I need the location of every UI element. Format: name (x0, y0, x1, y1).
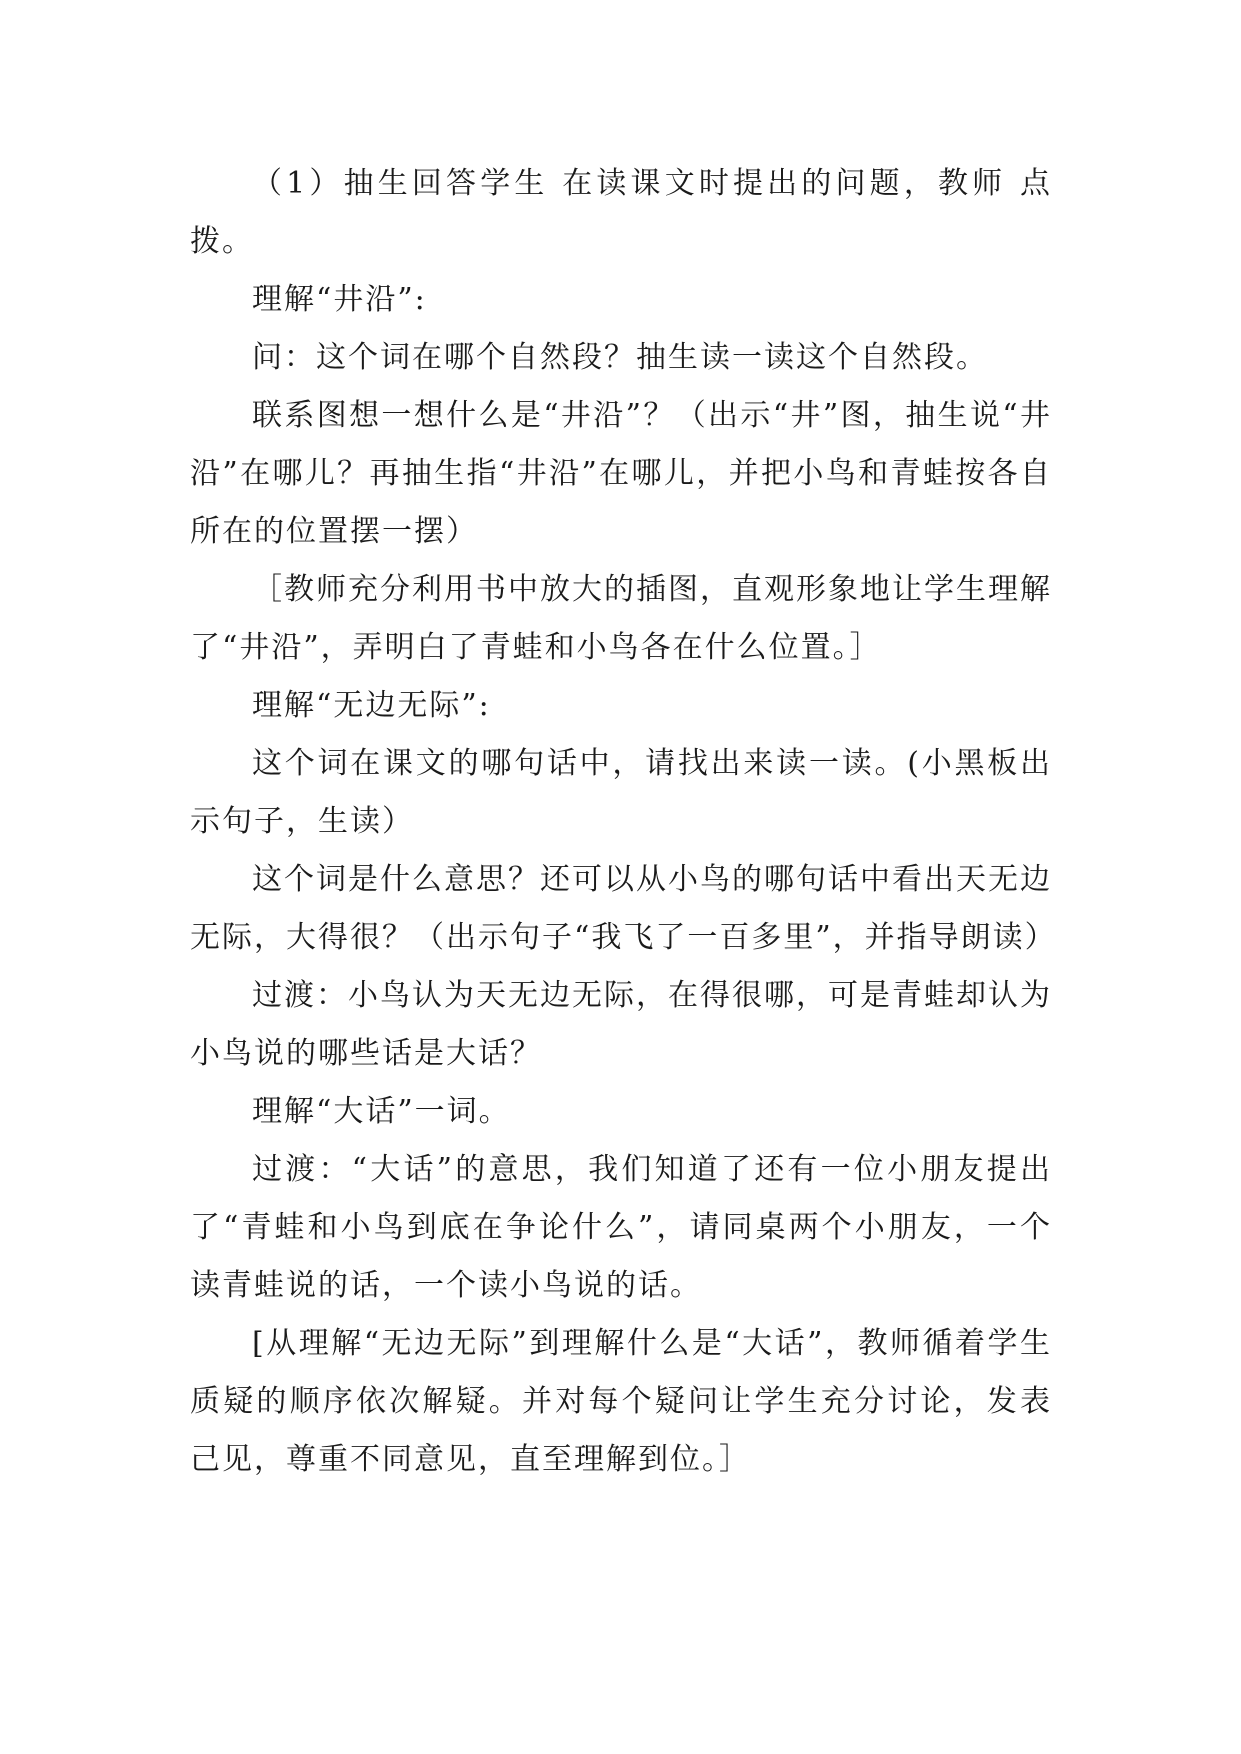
paragraph-transition-reading: 过渡：“大话”的意思，我们知道了还有一位小朋友提出了“青蛙和小鸟到底在争论什么”，请同桌两个小朋友，一个读青蛙说的话，一个读小鸟说的话。 (190, 1152, 1052, 1303)
paragraph-understand-jingyan: 理解“井沿”: (252, 282, 427, 317)
paragraph-transition-big-talk: 过渡：小鸟认为天无边无际，在得很哪，可是青蛙却认为小鸟说的哪些话是大话？ (190, 978, 1052, 1071)
paragraph-understand-dahua: 理解“大话”一词。 (252, 1094, 511, 1129)
paragraph-answer-questions: （1）抽生回答学生 在读课文时提出的问题，教师 点拨。 (190, 166, 1052, 259)
document-body (190, 155, 1057, 1489)
paragraph-question-which-section: 问：这个词在哪个自然段？抽生读一读这个自然段。 (252, 340, 988, 375)
paragraph-find-sentence: 这个词在课文的哪句话中，请找出来读一读。(小黑板出示句子，生读） (190, 746, 1052, 839)
paragraph-picture-jingyan: 联系图想一想什么是“井沿”？（出示“井”图，抽生说“井沿”在哪儿？再抽生指“井沿”在哪儿，并把小鸟和青蛙按各自所在的位置摆一摆） (190, 398, 1052, 549)
paragraph-understand-wubianwuji: 理解“无边无际”: (252, 688, 491, 723)
paragraph-note-questioning: [从理解“无边无际”到理解什么是“大话”，教师循着学生质疑的顺序依次解疑。并对每个疑问让学生充分讨论，发表己见，尊重不同意见，直至理解到位。］ (190, 1326, 1052, 1477)
paragraph-word-meaning: 这个词是什么意思？还可以从小鸟的哪句话中看出天无边无际，大得很？（出示句子“我飞了一百多里”，并指导朗读） (190, 862, 1057, 955)
paragraph-note-illustration: ［教师充分利用书中放大的插图，直观形象地让学生理解了“井沿”，弄明白了青蛙和小鸟各在什么位置。］ (190, 572, 1052, 665)
